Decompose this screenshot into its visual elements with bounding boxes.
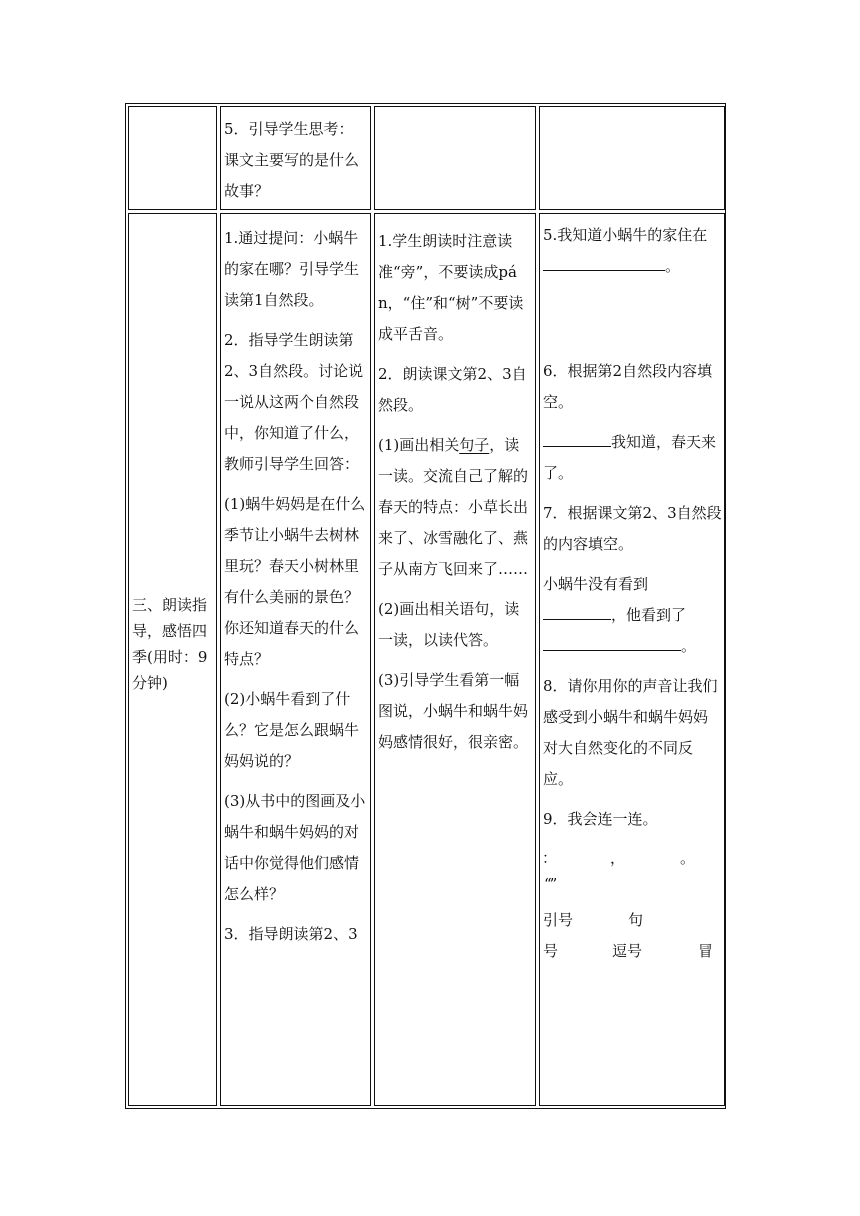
student-activity-1: 1.学生朗读时注意读准“旁”，不要读成pán，“住”和“树”不要读成平舌音。 — [378, 232, 524, 343]
exercise-5 — [540, 214, 724, 282]
stage-title: 三、朗读指导，感悟四季(用时：9分钟) — [132, 596, 208, 692]
teacher-step-3: 3．指导朗读第2、3 — [224, 925, 358, 943]
colon-mark: ： — [542, 849, 558, 867]
exercise-text: 我知道，春天来了。 — [543, 433, 717, 482]
label-period-part1: 句 — [628, 911, 644, 929]
teacher-question-3: (3)从书中的图画及小蜗牛和蜗牛妈妈的对话中你觉得他们感情怎么样？ — [224, 792, 366, 903]
label-colon: 冒 — [698, 942, 714, 960]
row1-teacher-cell — [220, 106, 371, 210]
period-mark: 。 — [680, 849, 696, 867]
row1-stage-cell — [128, 106, 217, 210]
row2-teacher-cell — [220, 213, 371, 1106]
exercise-7: 7．根据课文第2、3自然段的内容填空。 — [543, 504, 722, 553]
table-row — [128, 213, 723, 1106]
teacher-step-2: 2．指导学生朗读第2、3自然段。讨论说一说从这两个自然段中，你知道了什么，教师引导学生回答： — [224, 331, 364, 473]
table-row — [128, 106, 723, 210]
exercise-7-fill — [540, 569, 724, 662]
activity-text: (1)画出相关 — [378, 436, 460, 454]
comma-mark: ， — [610, 849, 626, 867]
exercise-6: 6．根据第2自然段内容填空。 — [543, 362, 713, 411]
student-activity-2: 2．朗读课文第2、3自然段。 — [378, 365, 527, 414]
fill-blank — [543, 429, 611, 447]
lesson-table — [125, 103, 726, 1109]
fill-blank — [543, 633, 681, 651]
row2-student-cell — [374, 213, 536, 1106]
student-activity-2-3: (3)引导学生看第一幅图说，小蜗牛和蜗牛妈妈感情很好，很亲密。 — [378, 671, 529, 751]
teacher-question-1: (1)蜗牛妈妈是在什么季节让小蜗牛去树林里玩？春天小树林里有什么美丽的景色？你还知道春天的什么特点？ — [224, 495, 366, 668]
teacher-question-2: (2)小蜗牛看到了什么？它是怎么跟蜗牛妈妈说的？ — [224, 690, 360, 770]
exercise-8: 8．请你用你的声音让我们感受到小蜗牛和蜗牛妈妈对大自然变化的不同反应。 — [543, 677, 718, 788]
teacher-step-1: 1.通过提问：小蜗牛的家在哪？引导学生读第1自然段。 — [224, 229, 360, 309]
row1-student-cell — [374, 106, 536, 210]
student-activity-2-1 — [375, 430, 535, 585]
punctuation-names — [540, 905, 724, 975]
exercise-text: 。 — [681, 637, 697, 655]
exercise-6-fill — [540, 427, 724, 489]
underlined-word: 句子 — [459, 436, 490, 454]
student-activity-2-2: (2)画出相关语句，读一读，以读代答。 — [378, 600, 520, 649]
exercise-text: 5.我知道小蜗牛的家住在 — [543, 226, 708, 244]
quotes-mark: “” — [544, 875, 556, 893]
row1-exercise-cell — [539, 106, 725, 210]
activity-text: ，读一读。交流自己了解的春天的特点：小草长出来了、冰雪融化了、燕子从南方飞回来了…… — [378, 436, 529, 578]
row2-exercise-cell — [539, 213, 725, 1106]
exercise-text: 。 — [665, 257, 681, 275]
exercise-9: 9．我会连一连。 — [543, 810, 658, 828]
label-period-part2: 号 — [543, 942, 559, 960]
label-comma: 逗号 — [612, 942, 643, 960]
punctuation-marks — [540, 835, 724, 905]
exercise-text: 小蜗牛没有看到 — [543, 575, 649, 593]
label-quotes: 引号 — [543, 911, 574, 929]
fill-blank — [543, 253, 665, 271]
fill-blank — [543, 602, 611, 620]
exercise-text: ，他看到了 — [611, 606, 687, 624]
row2-stage-cell — [128, 213, 217, 1106]
teacher-step-5: 5．引导学生思考：课文主要写的是什么故事？ — [224, 120, 360, 200]
